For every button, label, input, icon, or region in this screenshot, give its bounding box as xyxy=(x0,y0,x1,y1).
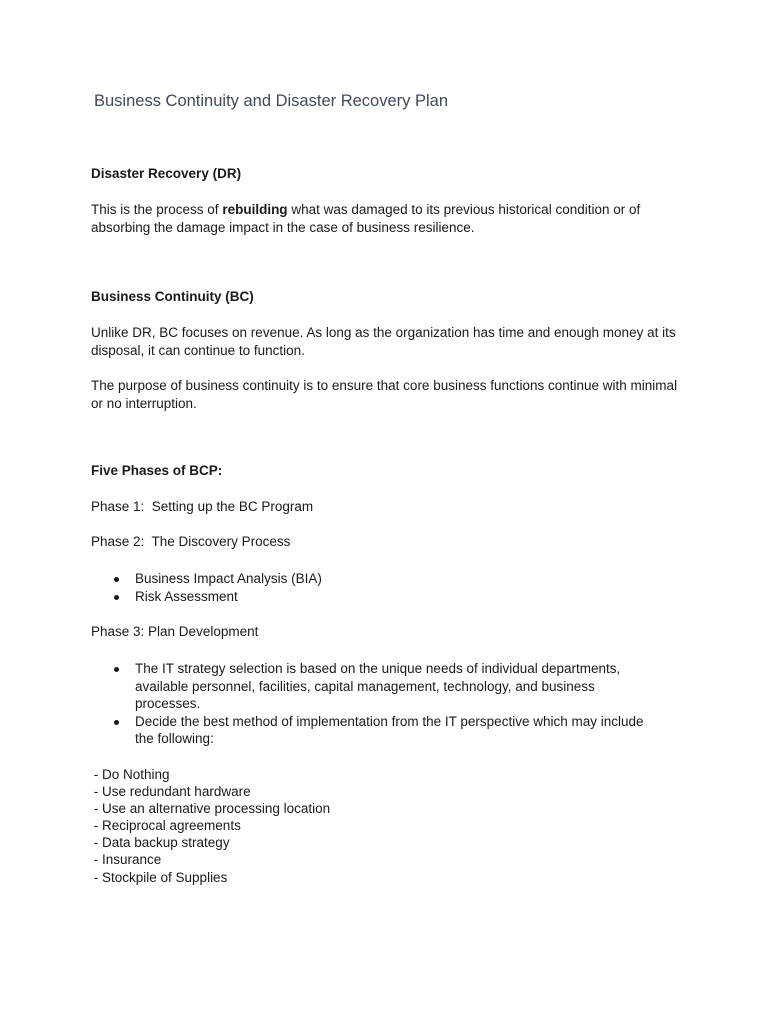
bullet-icon xyxy=(114,720,119,725)
phase-1-line: Phase 1: Setting up the BC Program xyxy=(91,499,314,514)
bullet-icon xyxy=(114,577,119,582)
list-item: - Use redundant hardware xyxy=(90,784,251,800)
implementation-options-list xyxy=(90,766,330,886)
list-item xyxy=(110,660,650,713)
list-item: - Stockpile of Supplies xyxy=(90,869,228,885)
dr-paragraph xyxy=(91,201,691,236)
bc-heading: Business Continuity (BC) xyxy=(91,289,254,304)
list-item: - Use an alternative processing location xyxy=(90,801,331,817)
bullet-text: Risk Assessment xyxy=(135,588,238,604)
list-item xyxy=(110,570,650,588)
bc-paragraph-1: Unlike DR, BC focuses on revenue. As long as the organization has time and enough money at its disposal, it can continue to function. xyxy=(91,325,676,358)
bullet-icon xyxy=(114,595,119,600)
list-item xyxy=(110,713,650,748)
list-item: - Data backup strategy xyxy=(90,835,230,851)
phase-3-line: Phase 3: Plan Development xyxy=(91,624,259,639)
dr-paragraph-text-start: This is the process of xyxy=(91,202,223,217)
dr-paragraph-text-end: what was damaged to its previous historical condition or of absorbing the damage impact in the case of business resilience. xyxy=(91,202,641,235)
phase-3-bullet-list xyxy=(110,660,650,748)
bullet-text: The IT strategy selection is based on the unique needs of individual departments, available personnel, facilities, capital management, technology, and business processes. xyxy=(135,661,621,711)
phases-heading: Five Phases of BCP: xyxy=(91,463,223,478)
list-item: - Insurance xyxy=(90,852,162,868)
bc-paragraph-2: The purpose of business continuity is to ensure that core business functions continue with minimal or no interruption. xyxy=(91,378,678,411)
bullet-text: Business Impact Analysis (BIA) xyxy=(135,571,322,586)
list-item xyxy=(110,588,650,606)
list-item: - Do Nothing xyxy=(90,767,170,782)
list-item: - Reciprocal agreements xyxy=(90,818,241,834)
dr-heading: Disaster Recovery (DR) xyxy=(91,166,242,181)
bullet-icon xyxy=(114,667,119,672)
document-title: Business Continuity and Disaster Recovery Plan xyxy=(94,92,449,110)
bullet-text: Decide the best method of implementation from the IT perspective which may include the following: xyxy=(135,713,644,746)
phase-2-line: Phase 2: The Discovery Process xyxy=(91,534,291,549)
dr-paragraph-bold-term: rebuilding xyxy=(222,202,288,217)
phase-2-bullet-list xyxy=(110,570,650,605)
